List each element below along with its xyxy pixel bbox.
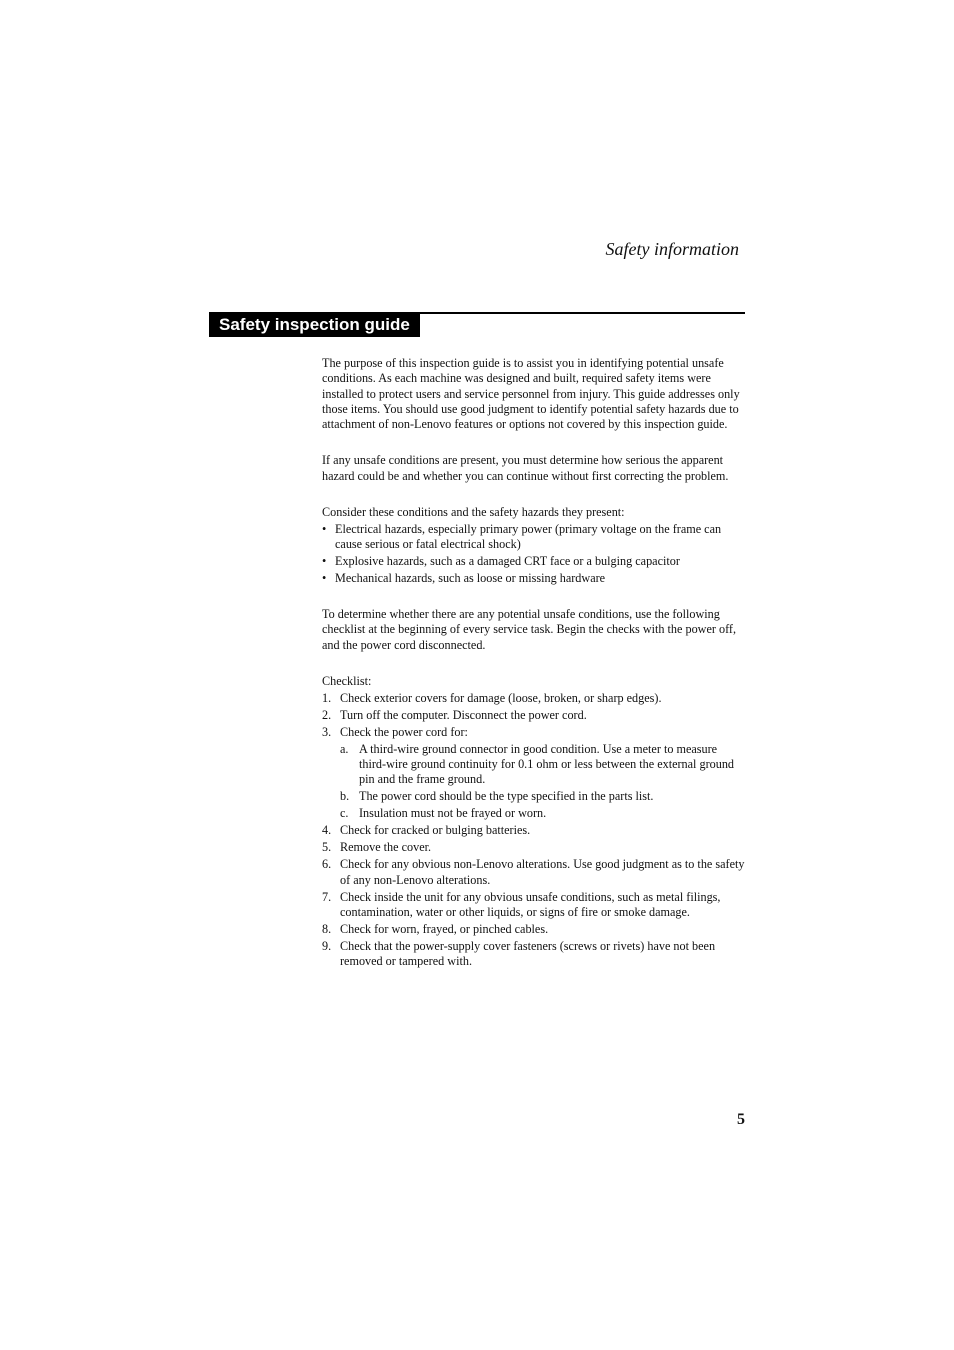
- checklist-item: [322, 939, 746, 970]
- checklist-item: [322, 691, 746, 706]
- item-number: 2.: [322, 707, 332, 722]
- item-text: Remove the cover.: [340, 840, 432, 855]
- item-text: Check for cracked or bulging batteries.: [340, 823, 531, 838]
- item-text: The power cord should be the type specified in the parts list.: [359, 789, 654, 804]
- bullet-icon: •: [322, 521, 327, 536]
- running-header: Safety information: [605, 239, 739, 259]
- item-number: 6.: [322, 857, 332, 872]
- power-cord-sublist: [340, 742, 746, 822]
- consider-paragraph: Consider these conditions and the safety hazards they present:: [322, 505, 625, 520]
- item-letter: a.: [340, 741, 349, 756]
- checklist-label: Checklist:: [322, 673, 372, 688]
- section-title: Safety inspection guide: [209, 313, 420, 337]
- content-body: [322, 356, 746, 970]
- list-item: [322, 571, 746, 586]
- item-number: 7.: [322, 889, 332, 904]
- checklist-item: [322, 890, 746, 921]
- item-text: Check exterior covers for damage (loose, broken, or sharp edges).: [340, 690, 662, 705]
- item-text: Check inside the unit for any obvious unsafe conditions, such as metal filings, contamination, water or other liquids, or signs of fire or smoke damage.: [340, 889, 721, 919]
- hazard-text: Mechanical hazards, such as loose or missing hardware: [335, 570, 606, 585]
- page-number: 5: [737, 1111, 745, 1128]
- sublist-item: [340, 742, 746, 788]
- item-text: Check for worn, frayed, or pinched cables.: [340, 921, 549, 936]
- checklist-item: [322, 708, 746, 723]
- item-text: A third-wire ground connector in good condition. Use a meter to measure third-wire ground continuity for 0.1 ohm or less between the external ground pin and the frame ground.: [359, 741, 735, 787]
- list-item: [322, 522, 746, 553]
- checklist-item: [322, 922, 746, 937]
- item-text: Check that the power-supply cover fasteners (screws or rivets) have not been removed or tampered with.: [340, 938, 716, 969]
- purpose-paragraph: The purpose of this inspection guide is to assist you in identifying potential unsafe conditions. As each machine was designed and built, required safety items were installed to protect users and service personnel from injury. This guide addresses only those items. You should use good judgment to identify potential safety hazards due to attachment of non-Lenovo features or options not covered by this inspection guide.: [322, 356, 740, 432]
- checklist-item: [322, 840, 746, 855]
- item-number: 8.: [322, 921, 332, 936]
- checklist: [322, 691, 746, 970]
- list-item: [322, 554, 746, 569]
- item-number: 1.: [322, 690, 332, 705]
- checklist-item: [322, 823, 746, 838]
- checklist-item: [322, 725, 746, 822]
- item-number: 9.: [322, 938, 332, 953]
- item-number: 4.: [322, 823, 332, 838]
- sublist-item: [340, 789, 746, 804]
- unsafe-conditions-paragraph: If any unsafe conditions are present, you must determine how serious the apparent hazard could be and whether you can continue without first correcting the problem.: [322, 453, 729, 483]
- bullet-icon: •: [322, 570, 327, 585]
- item-number: 5.: [322, 840, 332, 855]
- item-text: Check the power cord for:: [340, 724, 468, 739]
- item-text: Turn off the computer. Disconnect the power cord.: [340, 707, 587, 722]
- hazard-text: Electrical hazards, especially primary power (primary voltage on the frame can cause serious or fatal electrical shock): [335, 521, 722, 552]
- item-number: 3.: [322, 724, 332, 739]
- sublist-item: [340, 806, 746, 821]
- hazard-text: Explosive hazards, such as a damaged CRT face or a bulging capacitor: [335, 553, 680, 568]
- item-letter: c.: [340, 806, 349, 821]
- determine-paragraph: To determine whether there are any potential unsafe conditions, use the following checklist at the beginning of every service task. Begin the checks with the power off, and the power cord disconnected.: [322, 607, 737, 652]
- hazard-list: [322, 522, 746, 586]
- item-text: Check for any obvious non-Lenovo alterations. Use good judgment as to the safety of any non-Lenovo alterations.: [340, 857, 745, 887]
- item-letter: b.: [340, 789, 350, 804]
- checklist-item: [322, 857, 746, 888]
- item-text: Insulation must not be frayed or worn.: [359, 806, 547, 821]
- bullet-icon: •: [322, 553, 327, 568]
